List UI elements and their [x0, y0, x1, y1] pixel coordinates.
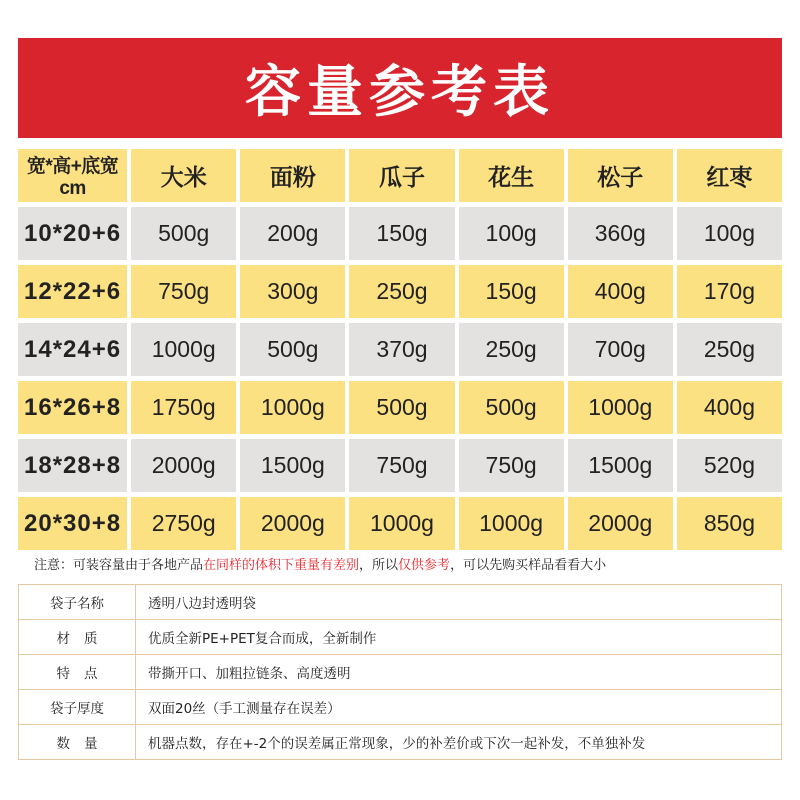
- table-row: [18, 497, 782, 550]
- header-flour: 面粉: [236, 149, 345, 202]
- cell-size: 16*26+8: [18, 381, 127, 434]
- cell-value: 2750g: [127, 497, 236, 550]
- cell-value: 200g: [236, 207, 345, 260]
- cell-size: 18*28+8: [18, 439, 127, 492]
- cell-value: 500g: [127, 207, 236, 260]
- info-label: 袋子厚度: [19, 690, 136, 725]
- table-row: [18, 207, 782, 260]
- cell-size: 14*24+6: [18, 323, 127, 376]
- cell-value: 1500g: [564, 439, 673, 492]
- cell-value: 750g: [345, 439, 454, 492]
- info-label: 袋子名称: [19, 585, 136, 620]
- cell-value: 1000g: [127, 323, 236, 376]
- cell-size: 12*22+6: [18, 265, 127, 318]
- note-text: ，所以: [359, 557, 399, 573]
- cell-value: 500g: [236, 323, 345, 376]
- table-row: [18, 265, 782, 318]
- table-header-row: [18, 149, 782, 202]
- cell-value: 250g: [455, 323, 564, 376]
- cell-value: 2000g: [127, 439, 236, 492]
- cell-value: 520g: [673, 439, 782, 492]
- table-row: [18, 439, 782, 492]
- cell-value: 850g: [673, 497, 782, 550]
- note-text: ，可以先购买样品看看大小: [450, 557, 607, 573]
- cell-value: 750g: [455, 439, 564, 492]
- cell-size: 20*30+8: [18, 497, 127, 550]
- cell-value: 100g: [455, 207, 564, 260]
- info-value: 透明八边封透明袋: [136, 585, 782, 620]
- cell-value: 400g: [673, 381, 782, 434]
- info-row-quantity: [19, 725, 782, 760]
- table-row: [18, 381, 782, 434]
- info-label: 材质: [19, 620, 136, 655]
- product-info-table: [18, 584, 782, 760]
- cell-size: 10*20+6: [18, 207, 127, 260]
- cell-value: 1500g: [236, 439, 345, 492]
- cell-value: 1000g: [345, 497, 454, 550]
- info-value: 带撕开口、加粗拉链条、高度透明: [136, 655, 782, 690]
- cell-value: 500g: [455, 381, 564, 434]
- cell-value: 1750g: [127, 381, 236, 434]
- cell-value: 370g: [345, 323, 454, 376]
- cell-value: 100g: [673, 207, 782, 260]
- cell-value: 300g: [236, 265, 345, 318]
- cell-value: 2000g: [236, 497, 345, 550]
- info-row-bag-name: [19, 585, 782, 620]
- cell-value: 250g: [345, 265, 454, 318]
- note-text: 注意：可装容量由于各地产品: [34, 557, 204, 573]
- cell-value: 360g: [564, 207, 673, 260]
- cell-value: 1000g: [564, 381, 673, 434]
- header-pine-nuts: 松子: [564, 149, 673, 202]
- info-row-material: [19, 620, 782, 655]
- header-peanuts: 花生: [455, 149, 564, 202]
- info-value: 双面20丝（手工测量存在误差）: [136, 690, 782, 725]
- cell-value: 150g: [455, 265, 564, 318]
- info-label: 数量: [19, 725, 136, 760]
- capacity-table: [18, 144, 782, 555]
- note-highlight: 在同样的体积下重量有差别: [203, 557, 360, 573]
- cell-value: 150g: [345, 207, 454, 260]
- info-row-thickness: [19, 690, 782, 725]
- cell-value: 250g: [673, 323, 782, 376]
- header-melon-seeds: 瓜子: [345, 149, 454, 202]
- disclaimer-note: [18, 546, 782, 580]
- note-highlight: 仅供参考: [398, 557, 451, 573]
- cell-value: 170g: [673, 265, 782, 318]
- header-red-dates: 红枣: [673, 149, 782, 202]
- cell-value: 2000g: [564, 497, 673, 550]
- info-label: 特点: [19, 655, 136, 690]
- title-banner: [18, 38, 782, 138]
- cell-value: 1000g: [455, 497, 564, 550]
- table-row: [18, 323, 782, 376]
- header-rice: 大米: [127, 149, 236, 202]
- cell-value: 500g: [345, 381, 454, 434]
- info-row-features: [19, 655, 782, 690]
- cell-value: 700g: [564, 323, 673, 376]
- info-value: 机器点数，存在+-2个的误差属正常现象，少的补差价或下次一起补发，不单独补发: [136, 725, 782, 760]
- cell-value: 1000g: [236, 381, 345, 434]
- info-value: 优质全新PE+PET复合而成，全新制作: [136, 620, 782, 655]
- header-size: 宽*高+底宽cm: [18, 149, 127, 202]
- cell-value: 400g: [564, 265, 673, 318]
- cell-value: 750g: [127, 265, 236, 318]
- page-title: 容量参考表: [245, 59, 555, 125]
